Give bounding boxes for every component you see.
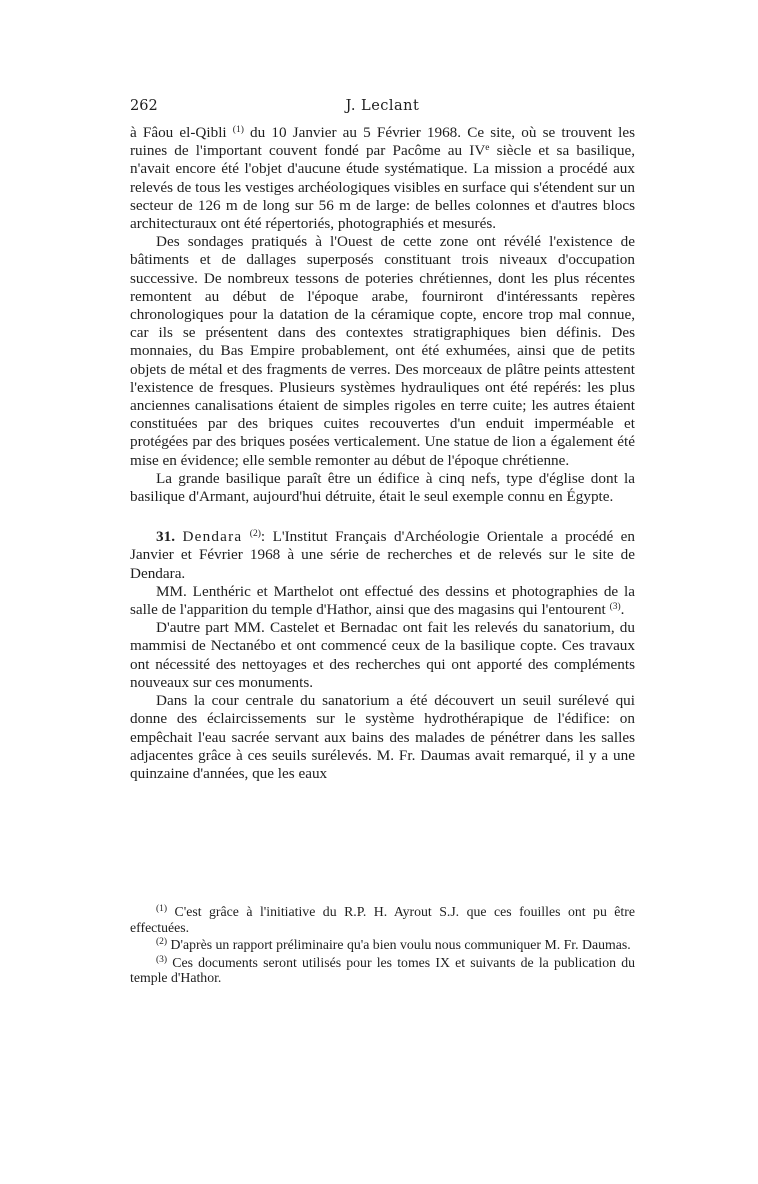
section-gap [130,506,635,528]
text-run: Ces documents seront utilisés pour les tomes IX et suivants de la publication du temple d'Hathor. [130,954,635,985]
paragraph-p3 [130,470,635,506]
text-run: MM. Lenthéric et Marthelot ont effectué des dessins et photographies de la salle de l'apparition du temple d'Hathor, ainsi que des magasins qui l'entourent [130,582,635,619]
paragraph-p6 [130,619,635,692]
note-reference: (1) [156,904,168,914]
text-run: La grande basilique paraît être un édifice à cinq nefs, type d'église dont la basilique d'Armant, aujourd'hui détruite, était le seul exemple connu en Égypte. [130,469,635,506]
running-head-author: J. Leclant [345,98,420,114]
note-reference: (1) [232,125,244,135]
text-run: IV [469,142,486,160]
text-run: : L'Institut Français d'Archéologie Orientale a procédé en Janvier et Février 1968 à une série de recherches et de relevés sur le site de Dendara. [130,528,636,582]
paragraph-p5 [130,583,635,619]
section-dendara [130,528,635,783]
paragraph-p2 [130,233,635,470]
text-run: siècle et sa basilique, n'avait encore été l'objet d'aucune étude systématique. La mission a procédé aux relevés de tous les vestiges archéologiques visibles en surface qui s'étendent sur un secteur de 126 m de long sur 56 m de large: de belles colonnes et d'autres blocs architecturaux ont été répertoriés, photographiés et mesurés. [130,142,635,233]
text-run: 31. [156,528,175,546]
text-run: Dendara [182,528,243,546]
text-run: Des sondages pratiqués à l'Ouest de cette zone ont révélé l'existence de bâtiments et de dallages superposés constituant trois niveaux d'occupation successive. De nombreux tessons de poteries chrétiennes, dont les plus récentes remontent au début de l'époque arabe, fourniront d'intéressants repères chronologiques pour la datation de la céramique copte, encore trop mal connue, car ils se présentent dans des contextes stratigraphiques bien définis. Des monnaies, du Bas Empire probablement, ont été exhumées, ainsi que de petits objets de métal et des fragments de verres. Des morceaux de plâtre peints attestent l'existence de fresques. Plusieurs systèmes hydrauliques ont été repérés: les plus anciennes canalisations étaient de simples rigoles en terre cuite; les autres étaient constituées par des briques cuites recouvertes d'un enduit imperméable et protégées par des briques posées verticalement. Une statue de lion a également été mise en évidence; elle semble remonter au début de l'époque chrétienne. [130,233,635,469]
text-run [242,528,249,545]
text-run: D'après un rapport préliminaire qu'a bien voulu nous communiquer M. Fr. Daumas. [167,937,631,952]
body-text [130,124,635,783]
note-reference: (2) [156,937,168,947]
text-run: . [620,601,625,619]
footnote-fn1 [130,904,635,935]
note-reference: (2) [249,529,261,540]
text-run: à Fâou el-Qibli [130,124,233,141]
text-run: C'est grâce à l'initiative du R.P. H. Ayrout S.J. que ces fouilles ont pu être effectuées. [130,904,635,935]
note-reference: (3) [156,954,168,965]
paragraph-p4 [130,528,635,583]
note-reference: e [485,143,490,154]
page-header [130,98,635,120]
text-run: du 10 Janvier au 5 Février 1968. Ce site, où se trouvent les ruines de l'important couvent fondé par Pacôme au [130,124,635,160]
page-number: 262 [130,98,158,114]
footnote-fn3 [130,955,635,986]
footnotes [130,904,635,988]
footnote-fn2 [130,937,635,953]
paragraph-p1 [130,124,635,233]
section-faou-el-qibli [130,124,635,506]
text-run: Dans la cour centrale du sanatorium a été découvert un seuil surélevé qui donne des éclaircissements sur le système hydrothérapique de l'édifice: on empêchait l'eau sacrée servant aux bains des malades de pénétrer dans les salles adjacentes grâce à ces seuils surélevés. M. Fr. Daumas avait remarqué, il y a une quinzaine d'années, que les eaux [130,692,635,782]
text-run: D'autre part MM. Castelet et Bernadac ont fait les relevés du sanatorium, du mammisi de Nectanébo et ont commencé ceux de la basilique copte. Ces travaux ont nécessité des nettoyages et des recherches qui ont apporté des compléments nouveaux sur ces monuments. [130,619,635,691]
paragraph-p7 [130,692,635,783]
note-reference: (3) [609,602,621,613]
